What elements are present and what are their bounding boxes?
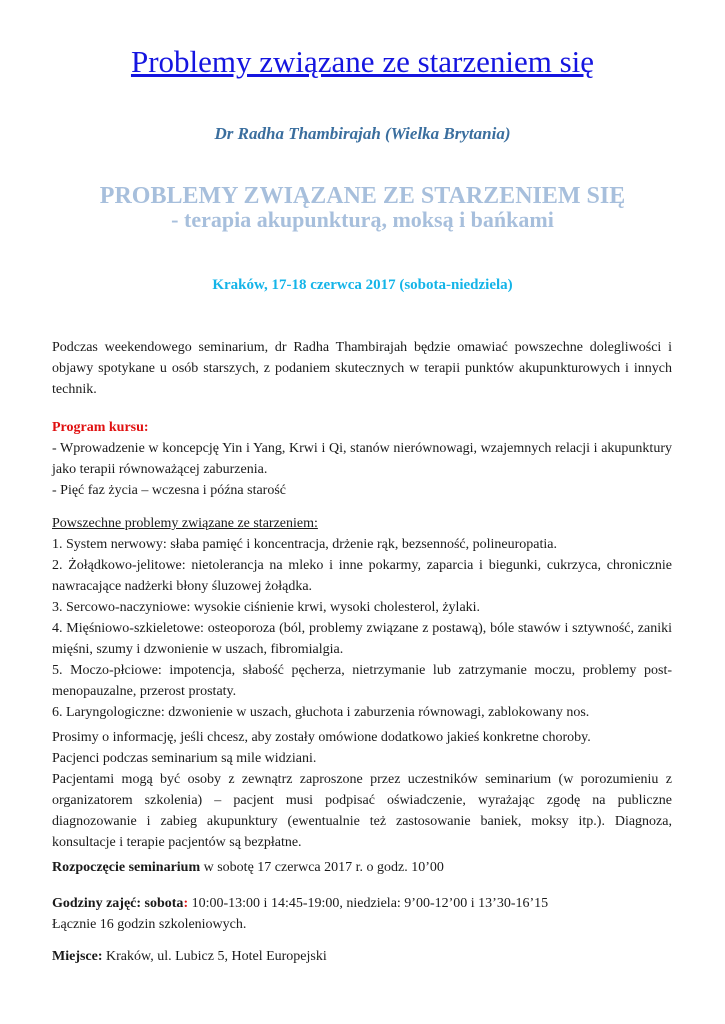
start-info	[52, 857, 672, 878]
hours-colon: :	[183, 896, 189, 911]
info-paragraph: Pacjenci podczas seminarium są mile widziani.	[52, 751, 317, 766]
hours-info	[52, 893, 672, 935]
problems-heading: Powszechne problemy związane ze starzeniem:	[52, 516, 318, 531]
course-title-line1: PROBLEMY ZWIĄZANE ZE STARZENIEM SIĘ	[99, 183, 626, 209]
program-item: - Wprowadzenie w koncepcję Yin i Yang, Krwi i Qi, stanów nierównowagi, wzajemnych relacji i akupunktury jako terapii równoważącej zaburzenia.	[52, 441, 672, 477]
program-section	[52, 417, 672, 501]
problem-item: 3. Sercowo-naczyniowe: wysokie ciśnienie krwi, wysoki cholesterol, żylaki.	[52, 600, 481, 615]
problem-item: 5. Moczo-płciowe: impotencja, słabość pęcherza, nietrzymanie lub zatrzymanie moczu, problemy post-menopauzalne, przerost prostaty.	[52, 663, 672, 699]
course-dates: Kraków, 17-18 czerwca 2017 (sobota-niedziela)	[212, 277, 513, 293]
problem-item: 6. Laryngologiczne: dzwonienie w uszach, głuchota i zaburzenia równowagi, zablokowany nos.	[52, 705, 590, 720]
info-paragraph: Prosimy o informację, jeśli chcesz, aby zostały omówione dodatkowo jakieś konkretne choroby.	[52, 730, 591, 745]
page-title[interactable]: Problemy związane ze starzeniem się	[130, 44, 595, 79]
course-title-line2: - terapia akupunkturą, moksą i bańkami	[171, 207, 554, 232]
course-title	[0, 184, 725, 232]
start-text: w sobotę 17 czerwca 2017 r. o godz. 10’00	[200, 860, 444, 875]
place-info	[52, 946, 672, 967]
intro-paragraph: Podczas weekendowego seminarium, dr Radha Thambirajah będzie omawiać powszechne dolegliwości i objawy spotykane u osób starszych, z podaniem skutecznych w terapii punktów akupunkturowych i innych technik.	[52, 340, 672, 397]
program-label: Program kursu:	[52, 420, 149, 435]
hours-label: Godziny zajęć: sobota	[52, 896, 184, 911]
info-section	[52, 727, 672, 853]
problem-item: 1. System nerwowy: słaba pamięć i koncentracja, drżenie rąk, bezsenność, polineuropatia.	[52, 537, 557, 552]
hours-total: Łącznie 16 godzin szkoleniowych.	[52, 917, 247, 932]
program-item: - Pięć faz życia – wczesna i późna starość	[52, 483, 286, 498]
place-label: Miejsce:	[52, 949, 103, 964]
place-text: Kraków, ul. Lubicz 5, Hotel Europejski	[102, 949, 327, 964]
problem-item: 2. Żołądkowo-jelitowe: nietolerancja na mleko i inne pokarmy, zaparcia i biegunki, cukrzyca, chronicznie nawracające nadżerki błony śluzowej żołądka.	[52, 558, 672, 594]
problem-item: 4. Mięśniowo-szkieletowe: osteoporoza (ból, problemy związane z postawą), bóle stawów i sztywność, zaniki mięśni, szumy i dzwonienie w uszach, fibromialgia.	[52, 621, 672, 657]
hours-text: 10:00-13:00 i 14:45-19:00, niedziela: 9’00-12’00 i 13’30-16’15	[188, 896, 549, 911]
start-label: Rozpoczęcie seminarium	[52, 860, 201, 875]
author-name: Dr Radha Thambirajah (Wielka Brytania)	[214, 124, 511, 143]
info-paragraph: Pacjentami mogą być osoby z zewnątrz zaproszone przez uczestników seminarium (w porozumieniu z organizatorem szkolenia) – pacjent musi podpisać oświadczenie, wyrażając zgodę na publiczne diagnozowanie i zabieg akupunktury (ewentualnie też zastosowanie baniek, moksy itp.). Diagnoza, konsultacje i terapie pacjentów są bezpłatne.	[52, 772, 672, 850]
problems-section	[52, 513, 672, 723]
